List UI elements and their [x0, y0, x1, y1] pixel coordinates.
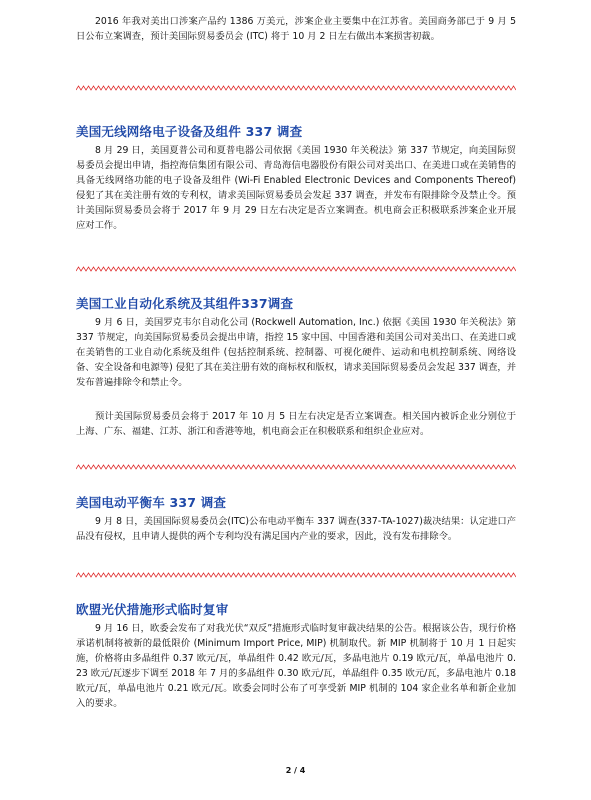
section-heading-balance-car-337: 美国电动平衡车 337 调查: [76, 495, 227, 510]
section-heading-wireless-337: 美国无线网络电子设备及组件 337 调查: [76, 124, 303, 139]
section-divider: [76, 266, 516, 272]
page-number: 2 / 4: [285, 766, 306, 775]
section-paragraph-balance-car-337: 9 月 8 日，美国国际贸易委员会(ITC)公布电动平衡车 337 调查(337-TA-1027)裁决结果：认定进口产品没有侵权，且申请人提供的两个专利均没有满足国内产业的要求，因此，没有发布排除令。: [76, 516, 516, 542]
section-paragraph-wireless-337: 8 月 29 日，美国夏普公司和夏普电器公司依据《美国 1930 年关税法》第 337 节规定，向美国际贸易委员会提出申请，指控海信集团有限公司、青岛海信电器股份有限公司对美出口、在美进口或在美销售的具备无线网络功能的电子设备及组件 (Wi-Fi Enabled Electronic Devices and Components Thereof) 侵犯了其在美注册有效的专利权，请求美国际贸易委员会发起 337 调查，并发布有限排除令及禁止令。预计美国际贸易委员会将于 2017 年 9 月 29 日左右决定是否立案调查。机电商会正积极联系涉案企业开展应对工作。: [76, 145, 516, 231]
section-paragraph-eu-pv-review: 9 月 16 日，欧委会发布了对我光伏“双反”措施形式临时复审裁决结果的公告。根据该公告，现行价格承诺机制将被新的最低限价 (Minimum Import Price, MIP) 机制取代。新 MIP 机制将于 10 月 1 日起实施，价格将由多晶组件 0.37 欧元/瓦，单晶组件 0.42 欧元/瓦，多晶电池片 0.19 欧元/瓦，单晶电池片 0.23 欧元/瓦逐步下调至 2018 年 7 月的多晶组件 0.30 欧元/瓦，单晶组件 0.35 欧元/瓦，多晶电池片 0.18 欧元/瓦，单晶电池片 0.21 欧元/瓦。欧委会同时公布了可享受新 MIP 机制的 104 家企业名单和新企业加入的要求。: [76, 623, 516, 709]
section-paragraph-automation-337-1: 9 月 6 日，美国罗克韦尔自动化公司 (Rockwell Automation, Inc.) 依据《美国 1930 年关税法》第 337 节规定，向美国际贸易委员会提出申请，指控 15 家中国、中国香港和美国公司对美出口、在美进口或在美销售的工业自动化系统及组件 (包括控制系统、控制器、可视化硬件、运动和电机控制系统、网络设备、安全设备和电源等) 侵犯了其在美注册有效的商标权和版权，请求美国际贸易委员会发起 337 调查，并发布普遍排除令和禁止令。: [76, 317, 516, 388]
section-divider: [76, 464, 516, 470]
section-paragraph-automation-337-2: 预计美国际贸易委员会将于 2017 年 10 月 5 日左右决定是否立案调查。相关国内被诉企业分别位于上海、广东、福建、江苏、浙江和香港等地，机电商会正在积极联系和组织企业应对。: [76, 411, 516, 437]
section-heading-eu-pv-review: 欧盟光伏措施形式临时复审: [76, 602, 229, 617]
section-heading-automation-337: 美国工业自动化系统及其组件337调查: [76, 296, 294, 311]
intro-paragraph: 2016 年我对美出口涉案产品约 1386 万美元，涉案企业主要集中在江苏省。美国商务部已于 9 月 5 日公布立案调查，预计美国际贸易委员会 (ITC) 将于 10 月 2 日左右做出本案损害初裁。: [76, 16, 516, 42]
section-divider: [76, 85, 516, 91]
section-divider: [76, 572, 516, 578]
